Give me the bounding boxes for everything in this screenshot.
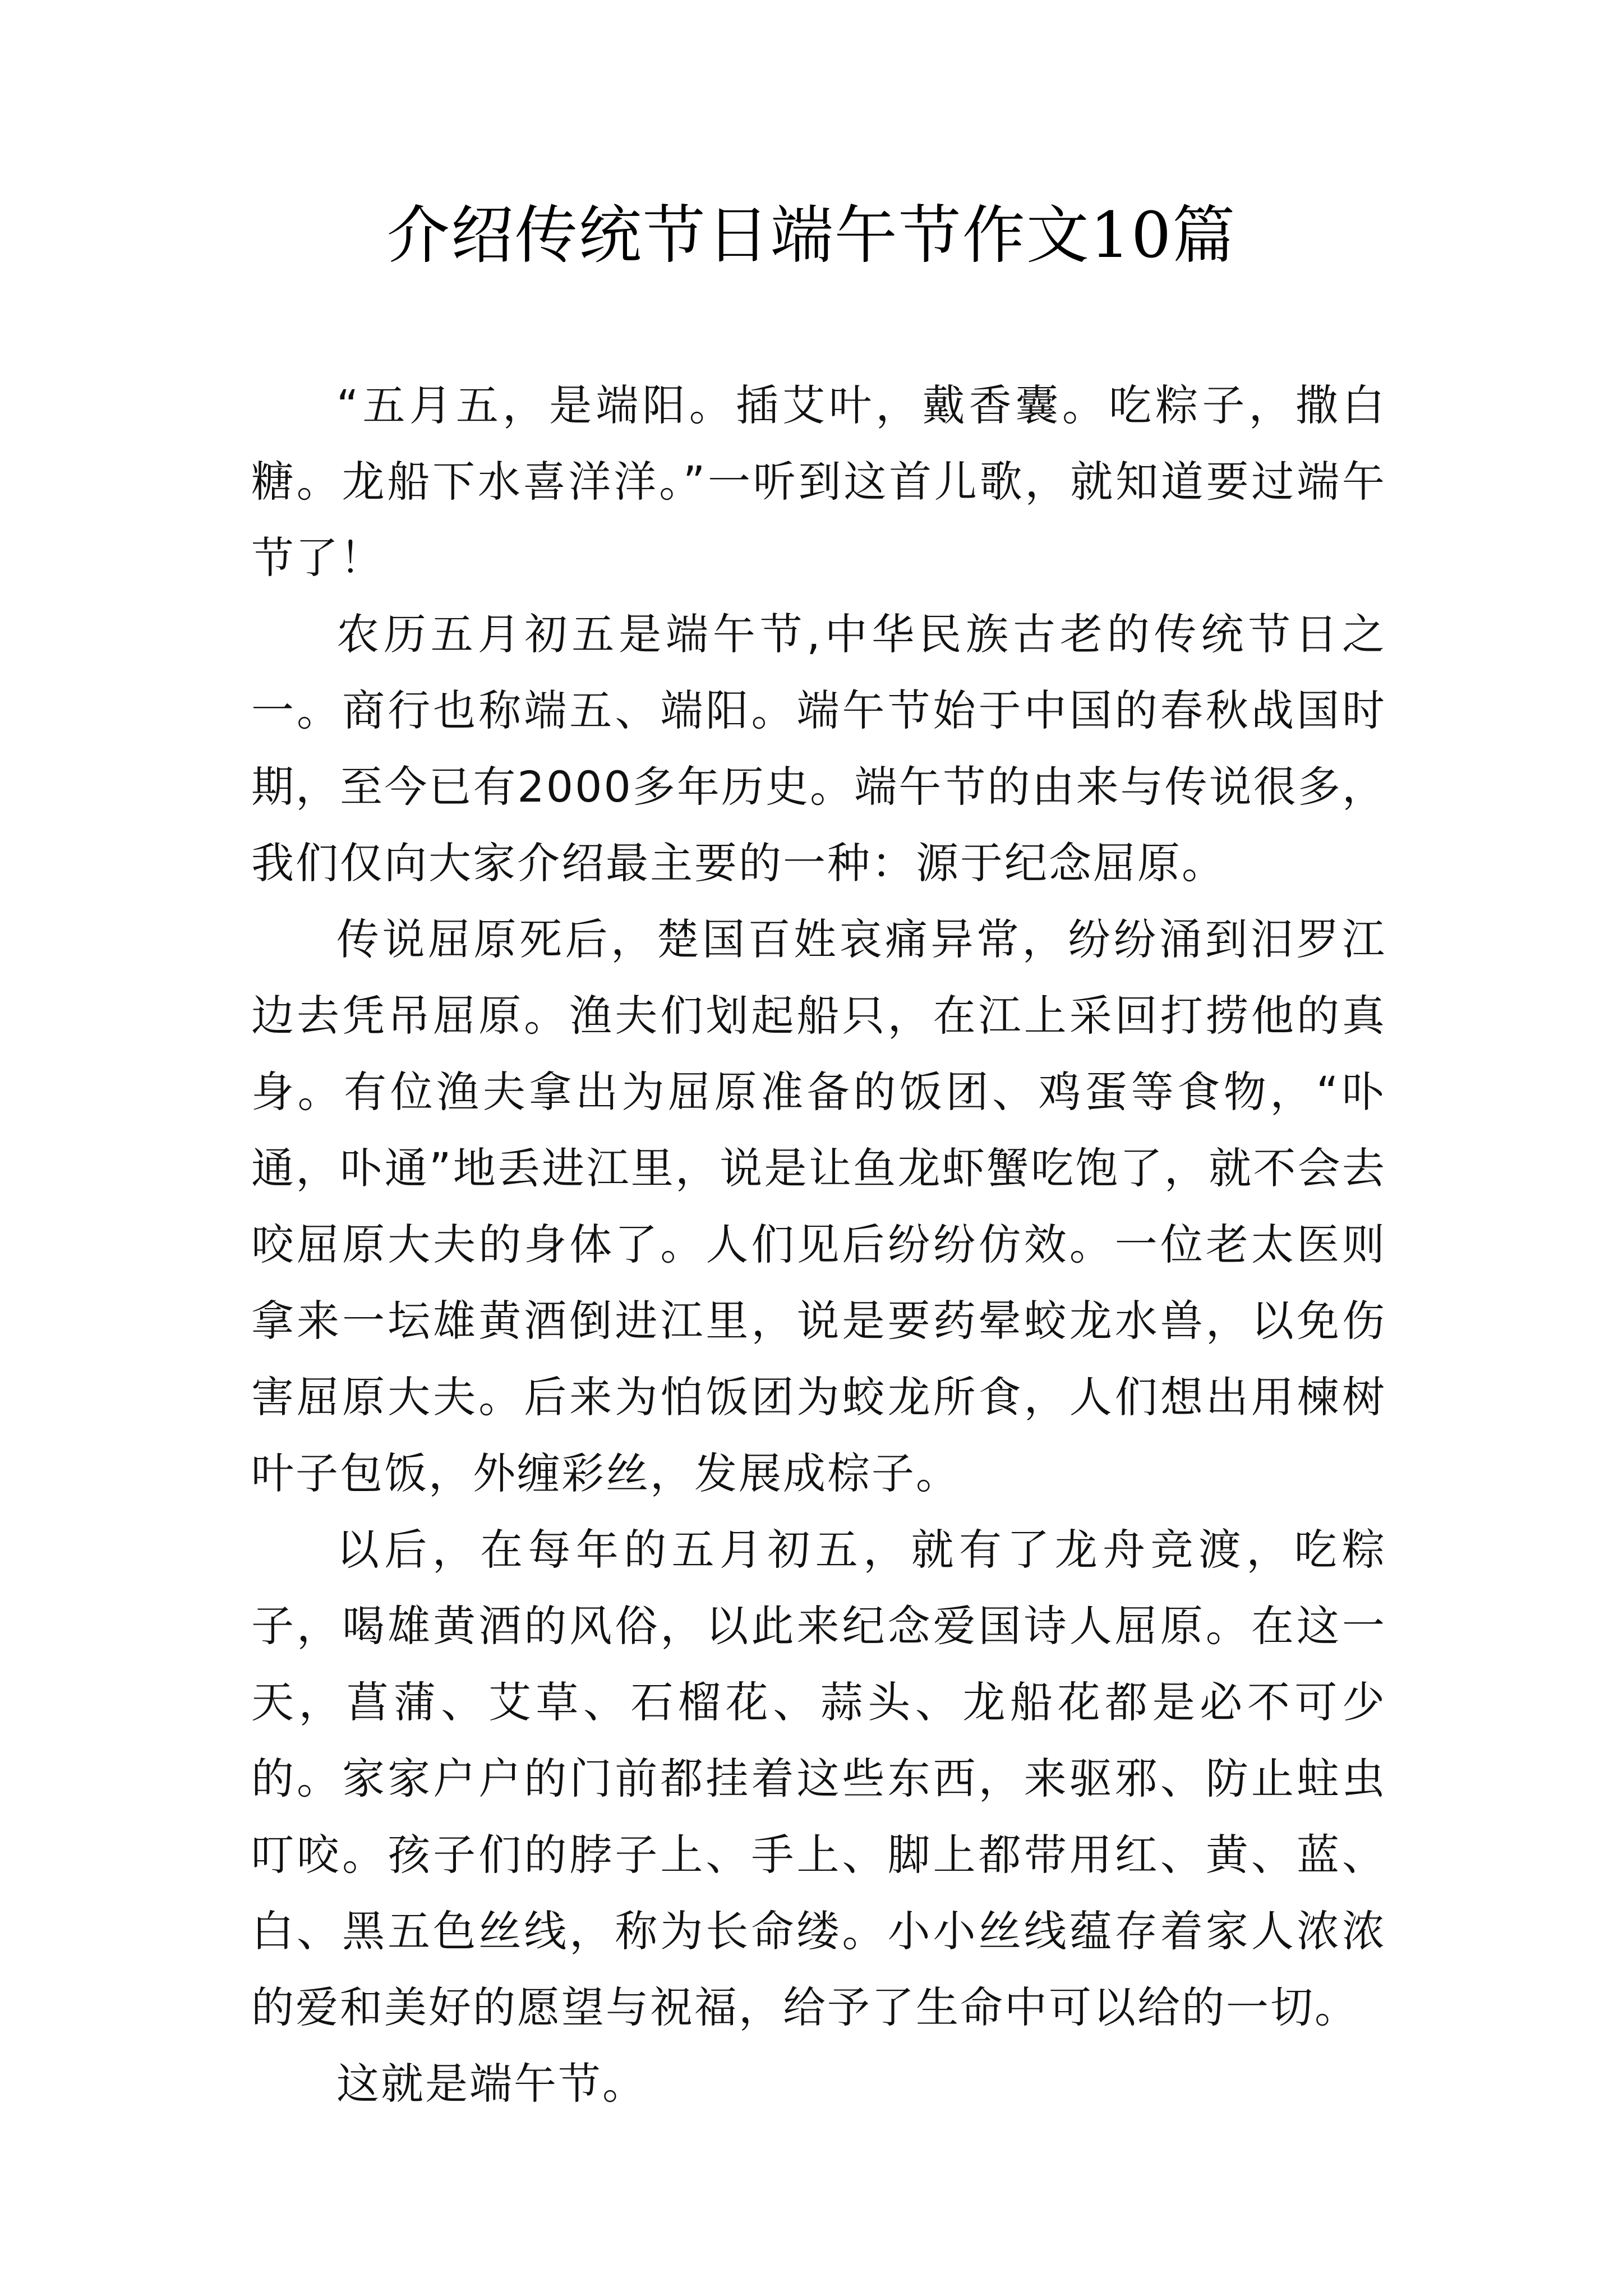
document-title: 介绍传统节日端午节作文10篇: [386, 199, 1237, 272]
paragraph: 农历五月初五是端午节,中华民族古老的传统节日之一。商行也称端五、端阳。端午节始于中国的春秋战国时期，至今已有2000多年历史。端午节的由来与传说很多，我们仅向大家介绍最主要的一种：源于纪念屈原。: [251, 609, 1386, 888]
paragraph: 传说屈原死后，楚国百姓哀痛异常，纷纷涌到汨罗江边去凭吊屈原。渔夫们划起船只，在江上采回打捞他的真身。有位渔夫拿出为屈原准备的饭团、鸡蛋等食物，“卟通，卟通”地丢进江里，说是让鱼龙虾蟹吃饱了，就不会去咬屈原大夫的身体了。人们见后纷纷仿效。一位老太医则拿来一坛雄黄酒倒进江里，说是要药晕蛟龙水兽，以免伤害屈原大夫。后来为怕饭团为蛟龙所食，人们想出用楝树叶子包饭，外缠彩丝，发展成棕子。: [251, 914, 1386, 1498]
paragraph: 这就是端午节。: [336, 2059, 647, 2109]
document-body: [251, 367, 1386, 2122]
paragraph: 以后，在每年的五月初五，就有了龙舟竞渡，吃粽子，喝雄黄酒的风俗，以此来纪念爱国诗人屈原。在这一天，菖蒲、艾草、石榴花、蒜头、龙船花都是必不可少的。家家户户的门前都挂着这些东西，来驱邪、防止蛀虫叮咬。孩子们的脖子上、手上、脚上都带用红、黄、蓝、白、黑五色丝线，称为长命缕。小小丝线蕴存着家人浓浓的爱和美好的愿望与祝福，给予了生命中可以给的一切。: [251, 1525, 1386, 2032]
paragraph: “五月五，是端阳。插艾叶，戴香囊。吃粽子，撒白糖。龙船下水喜洋洋。”一听到这首儿歌，就知道要过端午节了！: [251, 380, 1386, 583]
